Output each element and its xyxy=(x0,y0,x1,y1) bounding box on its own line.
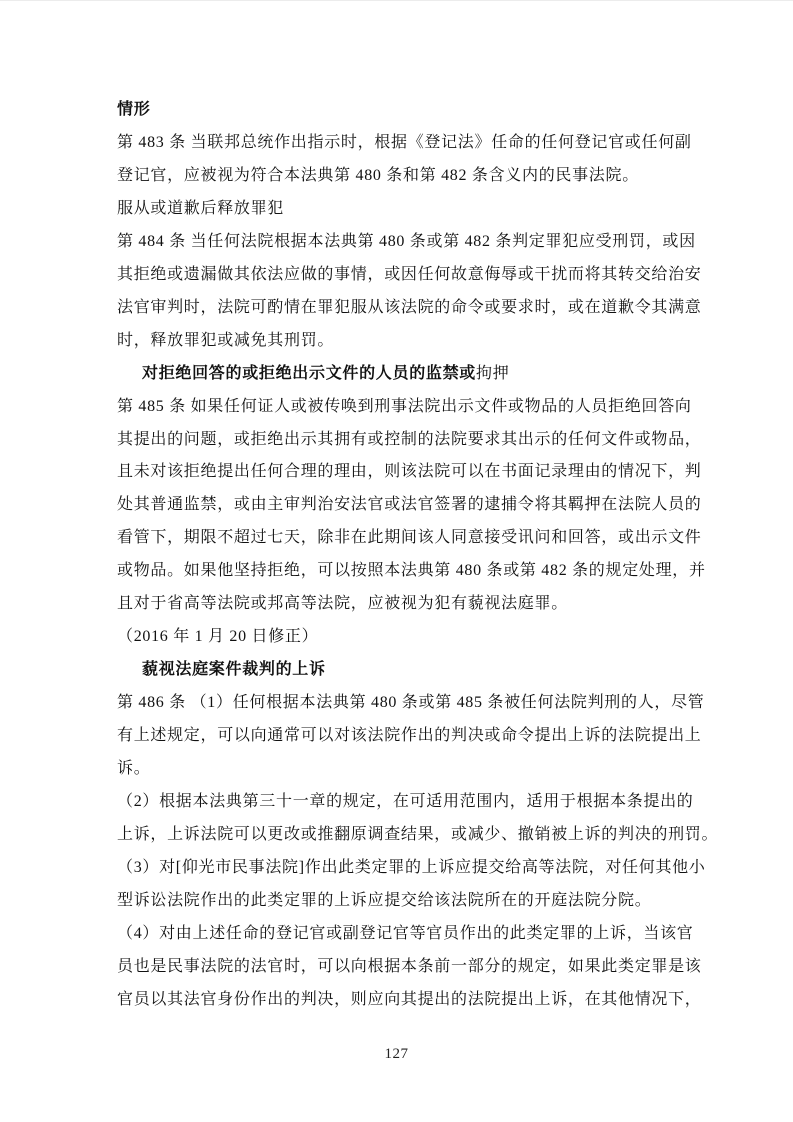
body-text: 官员以其法官身份作出的判决，则应向其提出的法院提出上诉，在其他情况下， xyxy=(117,990,702,1008)
text-line xyxy=(117,226,696,259)
body-text: 上诉，上诉法院可以更改或推翻原调查结果，或减少、撤销被上诉的判决的刑罚。 xyxy=(117,825,719,843)
body-text: 员也是民事法院的法官时，可以向根据本条前一部分的规定，如果此类定罪是该 xyxy=(117,957,702,975)
text-line xyxy=(117,852,706,885)
body-text: 且对于省高等法院或邦高等法院，应被视为犯有藐视法庭罪。 xyxy=(117,595,568,613)
body-text: 法官审判时，法院可酌情在罪犯服从该法院的命令或要求时，或在道歉令其满意 xyxy=(117,298,702,316)
heading-tail-text: 拘押 xyxy=(476,364,510,382)
body-text: 其提出的问题，或拒绝出示其拥有或控制的法院要求其出示的任何文件或物品， xyxy=(117,430,702,448)
heading-text: 对拒绝回答的或拒绝出示文件的人员的监禁或 xyxy=(142,364,477,382)
body-text: 有上述规定，可以向通常可以对该法院作出的判决或命令提出上诉的法院提出上 xyxy=(117,727,702,745)
page-number: 127 xyxy=(384,1046,409,1062)
page-body-text xyxy=(117,94,719,1017)
text-line xyxy=(117,819,719,852)
text-line xyxy=(117,555,706,588)
text-line xyxy=(117,720,702,753)
text-line xyxy=(117,424,702,457)
heading-text: 藐视法庭案件裁判的上诉 xyxy=(142,661,326,679)
text-line xyxy=(117,984,702,1017)
text-line xyxy=(117,687,705,720)
body-text: 看管下，期限不超过七天，除非在此期间该人同意接受讯问和回答，或出示文件 xyxy=(117,529,702,547)
text-line xyxy=(117,160,677,193)
body-text: （4）对由上述任命的登记官或副登记官等官员作出的此类定罪的上诉，当该官 xyxy=(117,924,694,942)
body-text: 第 483 条 当联邦总统作出指示时，根据《登记法》任命的任何登记官或任何副 xyxy=(117,133,692,151)
body-text: 型诉讼法院作出的此类定罪的上诉应提交给该法院所在的开庭法院分院。 xyxy=(117,891,652,909)
text-line xyxy=(117,885,677,918)
body-text: 或物品。如果他坚持拒绝，可以按照本法典第 480 条或第 482 条的规定处理，并 xyxy=(117,562,706,580)
text-line xyxy=(117,94,677,127)
body-text: 第 486 条 （1）任何根据本法典第 480 条或第 485 条被任何法院判刑的人，尽管 xyxy=(117,694,705,712)
body-text: 且未对该拒绝提出任何合理的理由，则该法院可以在书面记录理由的情况下，判 xyxy=(117,463,702,481)
body-text: 其拒绝或遗漏做其依法应做的事情，或因任何故意侮辱或干扰而将其转交给治安 xyxy=(117,265,702,283)
body-text: （2016 年 1 月 20 日修正） xyxy=(117,628,319,646)
body-text: 服从或道歉后释放罪犯 xyxy=(117,199,285,217)
heading-text: 情形 xyxy=(117,101,151,118)
body-text: （2）根据本法典第三十一章的规定，在可适用范围内，适用于根据本条提出的 xyxy=(117,793,694,811)
body-text: 时，释放罪犯或减免其刑罚。 xyxy=(117,331,335,349)
text-line xyxy=(117,193,677,226)
text-line xyxy=(117,918,694,951)
text-line xyxy=(117,951,702,984)
text-line xyxy=(117,522,702,555)
text-line xyxy=(117,391,692,424)
text-line xyxy=(117,456,702,489)
text-line xyxy=(117,489,702,522)
text-line xyxy=(117,358,677,391)
text-line xyxy=(117,292,702,325)
text-line xyxy=(117,325,677,358)
body-text: 处其普通监禁，或由主审判治安法官或法官签署的逮捕令将其羁押在法院人员的 xyxy=(117,496,702,514)
text-line xyxy=(117,259,702,292)
text-line xyxy=(117,753,677,786)
body-text: 第 485 条 如果任何证人或被传唤到刑事法院出示文件或物品的人员拒绝回答向 xyxy=(117,397,692,415)
text-line xyxy=(117,588,677,621)
text-line xyxy=(117,621,677,654)
body-text: 诉。 xyxy=(117,760,151,778)
text-line xyxy=(117,654,677,687)
body-text: （3）对[仰光市民事法院]作出此类定罪的上诉应提交给高等法院，对任何其他小 xyxy=(117,858,706,876)
body-text: 第 484 条 当任何法院根据本法典第 480 条或第 482 条判定罪犯应受刑罚，或因 xyxy=(117,232,696,250)
body-text: 登记官，应被视为符合本法典第 480 条和第 482 条含义内的民事法院。 xyxy=(117,166,639,184)
text-line xyxy=(117,786,694,819)
text-line xyxy=(117,127,692,160)
